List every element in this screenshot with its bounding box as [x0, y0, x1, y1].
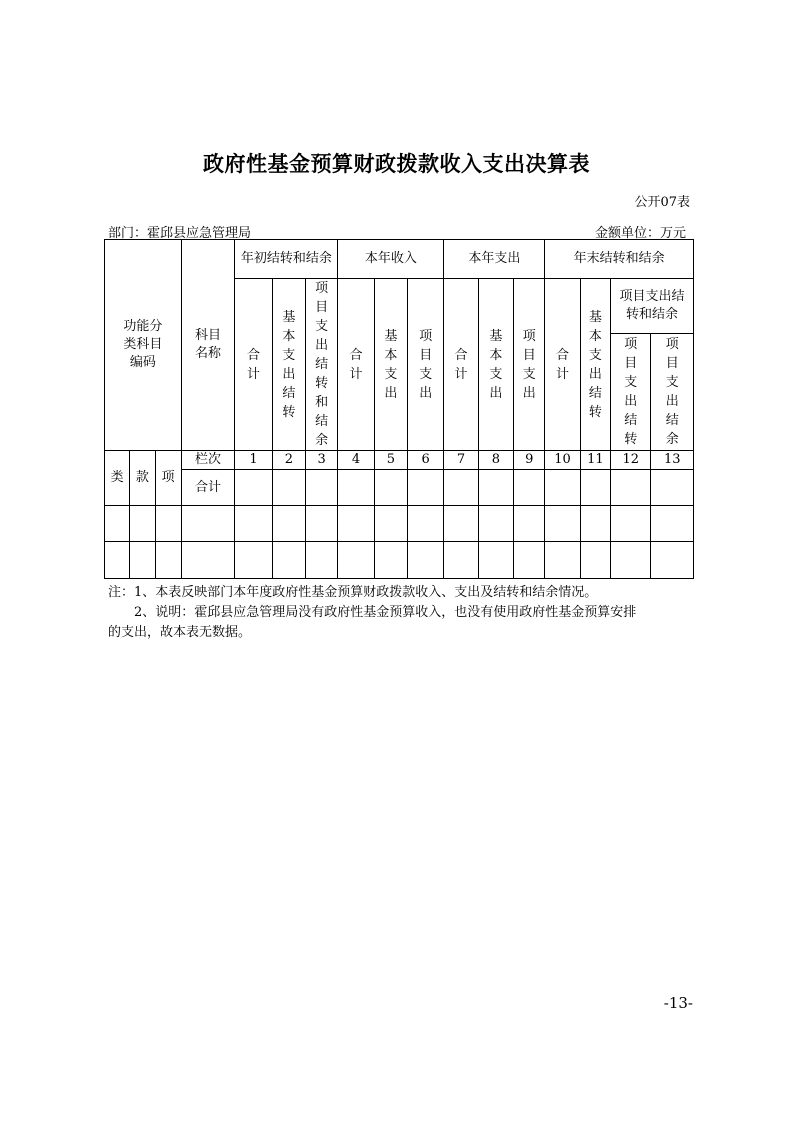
note-line-1: 注：1、本表反映部门本年度政府性基金预算财政拨款收入、支出及结转和结余情况。	[108, 585, 598, 600]
column-number: 2	[272, 451, 305, 470]
column-number: 3	[306, 451, 338, 470]
code-header: 功能分类科目编码	[105, 240, 182, 451]
begin-project-header: 项目支出结转和结余	[315, 281, 329, 448]
column-number: 5	[374, 451, 407, 470]
expense-header: 本年支出	[444, 240, 545, 279]
expense-basic-header: 基本支出	[489, 328, 503, 401]
expense-project-header: 项目支出	[522, 328, 536, 401]
department-label: 部门：霍邱县应急管理局	[108, 226, 252, 241]
column-number: 7	[444, 451, 478, 470]
amount-unit-label: 金额单位：万元	[594, 226, 686, 241]
column-number: 4	[338, 451, 374, 470]
table-row	[105, 542, 694, 579]
column-number: 10	[545, 451, 580, 470]
column-number: 8	[478, 451, 513, 470]
end-basic-header: 基本支出结转	[588, 309, 602, 420]
category-kuan-header: 款	[130, 451, 155, 506]
category-xiang-header: 项	[155, 451, 181, 506]
column-number: 12	[611, 451, 651, 470]
column-number: 11	[580, 451, 610, 470]
column-number: 9	[514, 451, 545, 470]
page-number: -13-	[663, 994, 693, 1012]
end-project-carry-header: 项目支出结转	[624, 337, 638, 447]
note-line-2: 2、说明：霍邱县应急管理局没有政府性基金预算收入，也没有使用政府性基金预算安排	[134, 605, 637, 620]
begin-total-header: 合计	[247, 347, 261, 382]
column-number: 6	[408, 451, 444, 470]
page-title: 政府性基金预算财政拨款收入支出决算表	[203, 152, 590, 176]
end-project-surplus-header: 项目支出结余	[665, 337, 679, 447]
budget-table	[104, 239, 694, 579]
table-row-total	[105, 470, 694, 506]
income-basic-header: 基本支出	[384, 328, 398, 401]
form-number: 公开07表	[634, 195, 690, 210]
column-number: 13	[651, 451, 694, 470]
end-total-header: 合计	[556, 347, 570, 382]
total-row-label: 合计	[181, 470, 235, 506]
income-total-header: 合计	[349, 347, 363, 382]
table-row	[105, 506, 694, 542]
column-number: 1	[235, 451, 272, 470]
expense-total-header: 合计	[454, 347, 468, 382]
income-header: 本年收入	[338, 240, 444, 279]
income-project-header: 项目支出	[419, 328, 433, 401]
end-project-group-header: 项目支出结转和结余	[611, 279, 694, 334]
end-balance-header: 年末结转和结余	[545, 240, 694, 279]
column-index-label: 栏次	[181, 451, 235, 470]
begin-balance-header: 年初结转和结余	[235, 240, 338, 279]
begin-basic-header: 基本支出结转	[282, 309, 296, 420]
name-header: 科目名称	[181, 240, 235, 451]
note-line-3: 的支出，故本表无数据。	[108, 625, 252, 640]
category-lei-header: 类	[105, 451, 130, 506]
